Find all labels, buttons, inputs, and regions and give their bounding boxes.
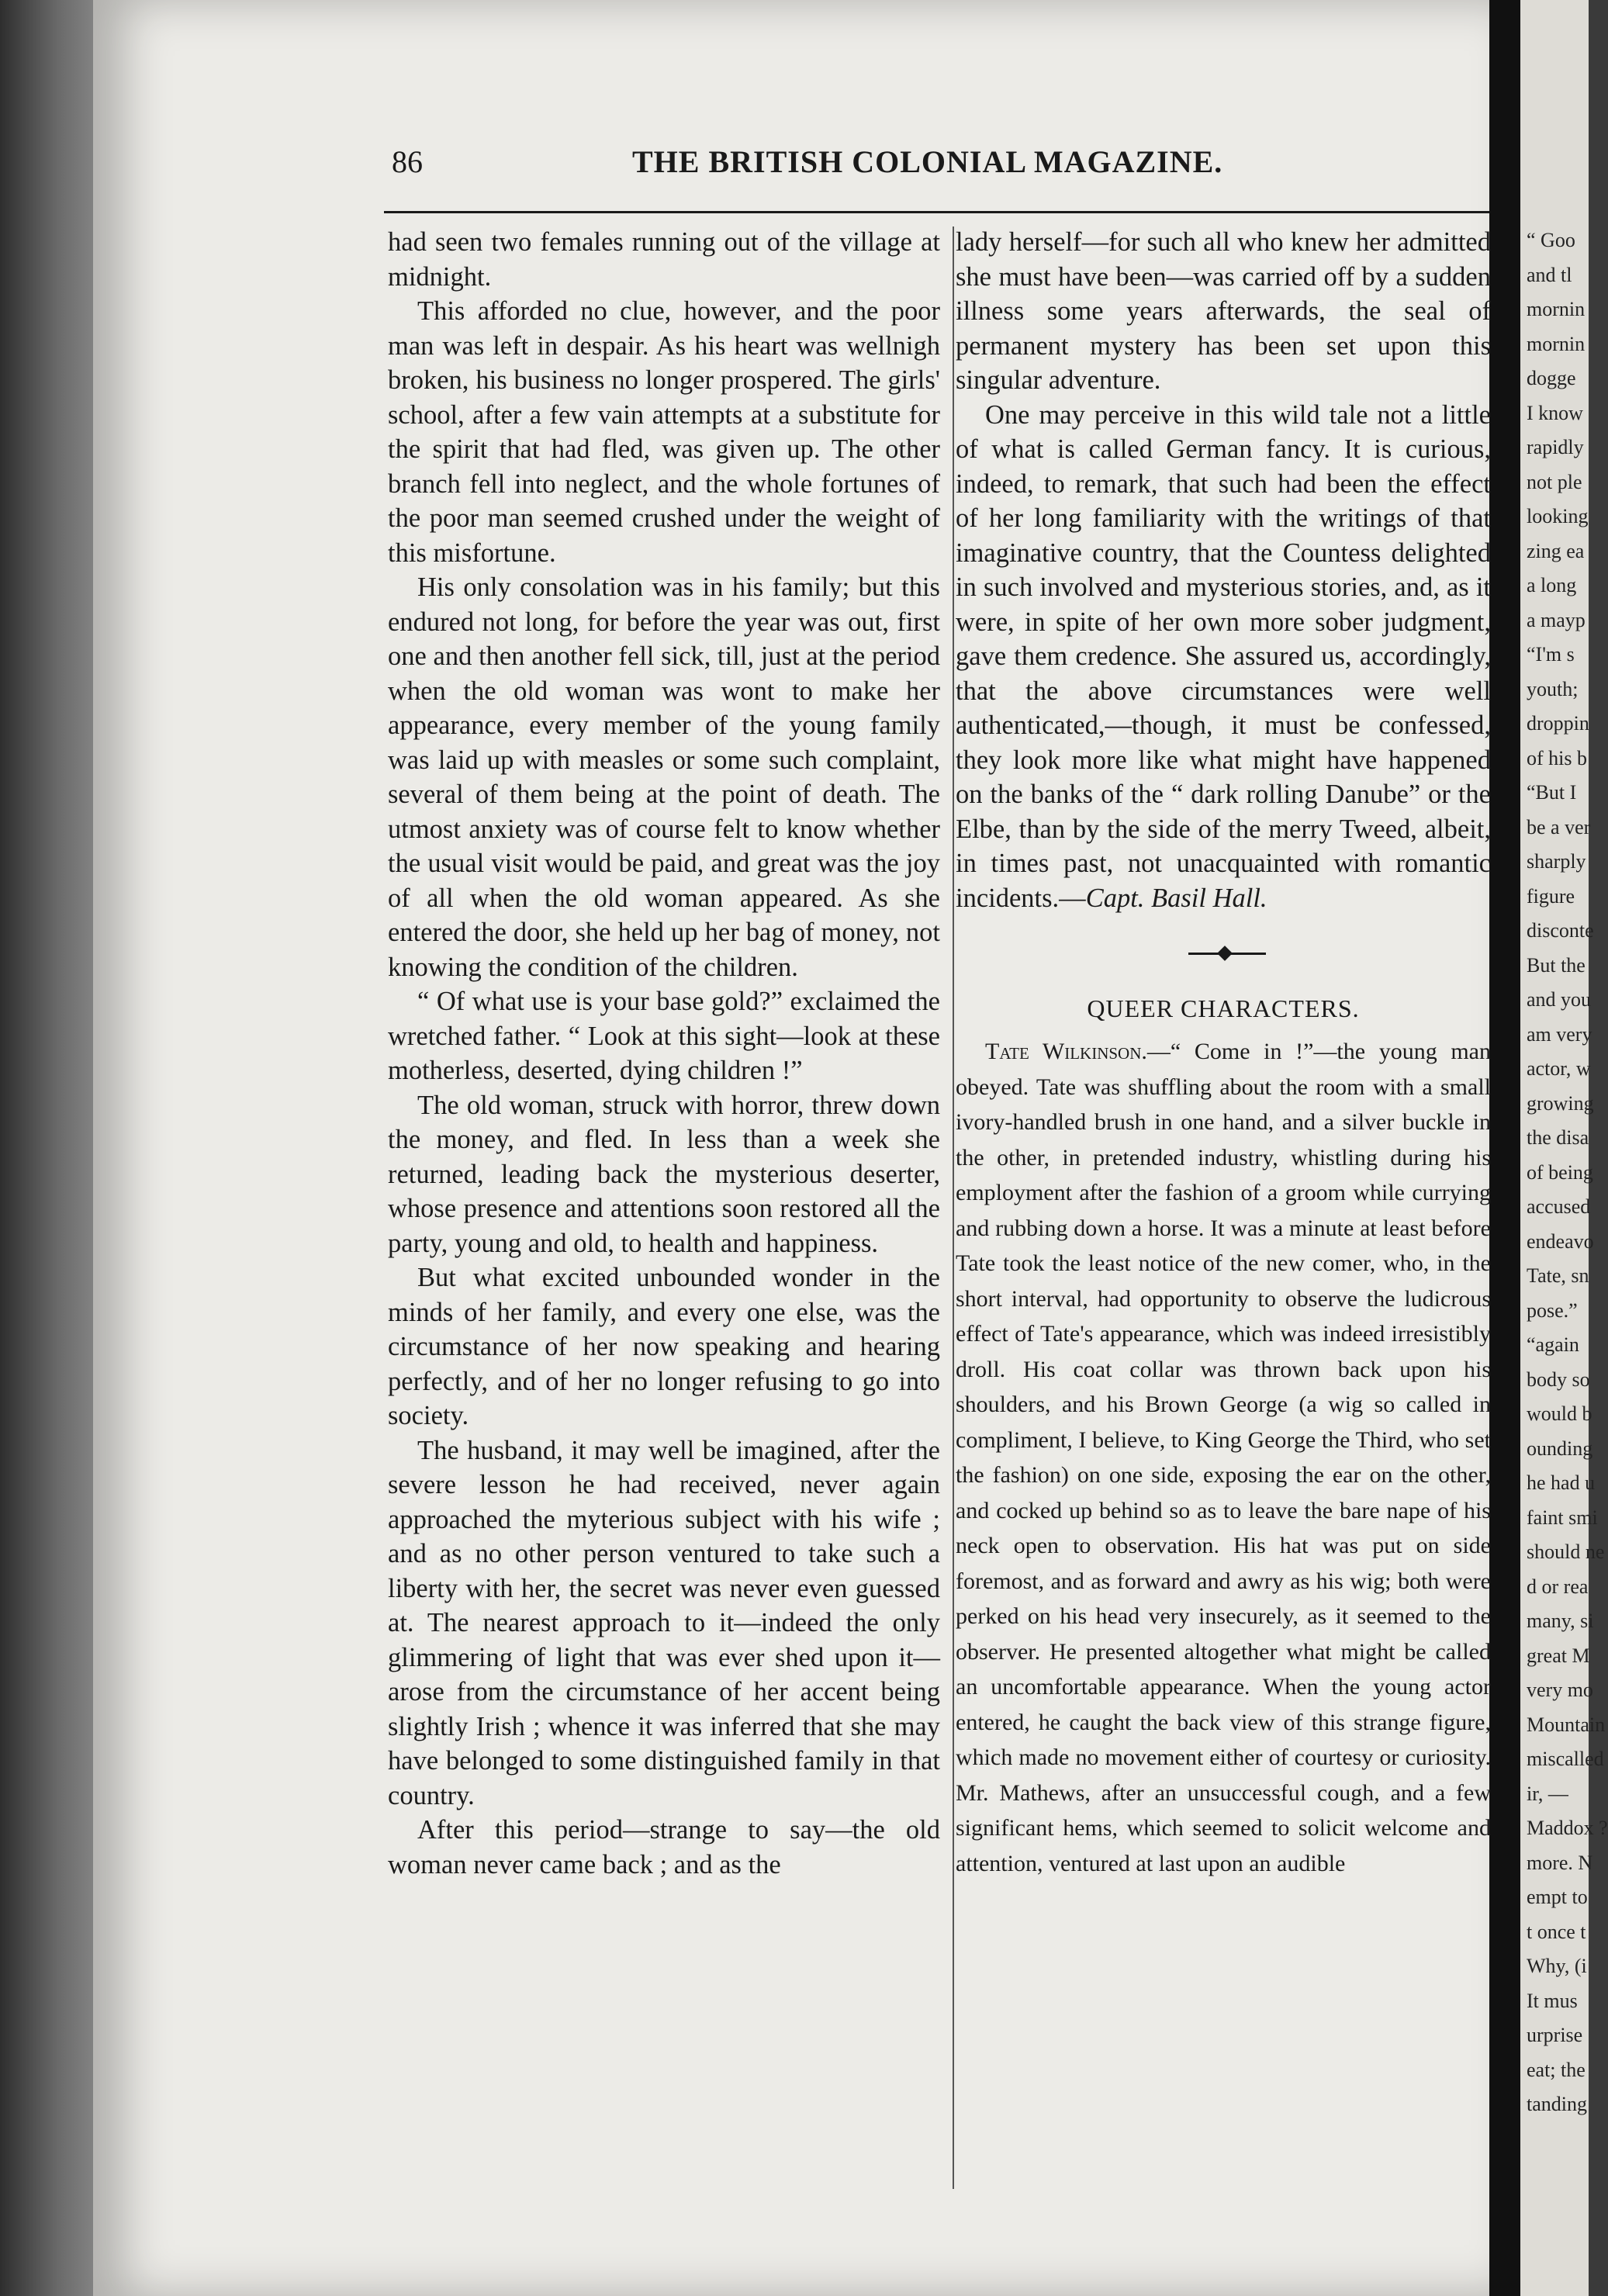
next-page-line: sharply <box>1527 850 1586 873</box>
next-page-fragment <box>1520 0 1608 2296</box>
next-page-line: should ne <box>1527 1540 1605 1563</box>
next-page-line: “ Goo <box>1527 229 1575 251</box>
next-page-line: “I'm s <box>1527 643 1575 666</box>
next-page-line: actor, w <box>1527 1057 1591 1080</box>
next-page-line: disconte <box>1527 919 1594 942</box>
paragraph: His only consolation was in his family; but this endured not long, for before the year was out, first one and then another fell sick, till, just at the period when the old woman was wont to make her appearance, every member of the young family was laid up with measles or some such complaint, several of them being at the point of death. The utmost anxiety was of course felt to know whether the usual visit would be paid, and great was the joy of all when the old woman appeared. As she entered the door, she held up her bag of money, not knowing the condition of the children. <box>388 572 940 982</box>
next-page-line: rapidly <box>1527 436 1584 458</box>
paragraph: The old woman, struck with horror, threw down the money, and fled. In less than a week she returned, leading back the mysterious deserter, whose presence and attentions soon restored all the party, young and old, to health and happiness. <box>388 1090 940 1258</box>
page-header <box>392 144 1493 190</box>
next-page-line: “But I <box>1527 781 1577 804</box>
next-page-line: a long <box>1527 574 1577 596</box>
next-page-line: eat; the <box>1527 2058 1586 2081</box>
section-ornament <box>956 942 1491 965</box>
header-rule <box>384 211 1489 213</box>
next-page-line: he had u <box>1527 1471 1596 1494</box>
next-page-line: empt to <box>1527 1886 1588 1908</box>
next-page-line: looking <box>1527 505 1589 527</box>
running-title: THE BRITISH COLONIAL MAGAZINE. <box>632 144 1223 179</box>
next-page-line: more. N <box>1527 1851 1593 1874</box>
section-lead: Tate Wilkinson. <box>985 1039 1147 1064</box>
next-page-line: endeavo <box>1527 1229 1594 1253</box>
next-page-line: ounding <box>1527 1437 1593 1460</box>
next-page-line: Tate, sn <box>1527 1264 1589 1287</box>
next-page-line: growing <box>1527 1091 1594 1115</box>
next-page-line: droppin <box>1527 712 1589 735</box>
next-page-line: body so <box>1527 1368 1590 1391</box>
next-page-line: faint smi <box>1527 1506 1598 1529</box>
next-page-line: t once t <box>1527 1920 1586 1943</box>
paragraph: After this period—strange to say—the old woman never came back ; and as the <box>388 1815 940 1879</box>
next-page-line: d or rea <box>1527 1575 1589 1598</box>
next-page-line: figure <box>1527 884 1575 908</box>
author-signature: Capt. Basil Hall. <box>1085 883 1267 913</box>
next-page-line: accused <box>1527 1195 1591 1218</box>
next-page-line: I know <box>1527 401 1583 424</box>
next-page-line: of his b <box>1527 746 1587 769</box>
left-column <box>388 225 940 1882</box>
book-gutter <box>1489 0 1520 2296</box>
next-page-line: Why, (i <box>1527 1955 1587 1977</box>
paragraph: This afforded no clue, however, and the poor man was left in despair. As his heart was wellnigh broken, his business no longer prospered. The girls' school, after a few vain attempts at a substitute for the spirit that had fled, was given up. The other branch fell into neglect, and the whole fortunes of the poor man seemed crushed under the weight of this misfortune. <box>388 296 940 568</box>
page-number: 86 <box>392 144 423 179</box>
next-page-line: and tl <box>1527 263 1572 286</box>
next-page-line: very mo <box>1527 1679 1593 1701</box>
next-page-line: a mayp <box>1527 608 1586 631</box>
next-page-line: urprise <box>1527 2024 1583 2046</box>
right-column <box>956 225 1491 1881</box>
next-page-line: Mountain <box>1527 1713 1606 1736</box>
paragraph-text: —“ Come in !”—the young man obeyed. Tate was shuffling about the room with a small ivory-handled brush in one hand, and a silver buckle in the other, in pretended industry, whistling during his employment after the fashion of a groom while currying and rubbing down a horse. It was a minute at least before Tate took the least notice of the new comer, who, in the short interval, had opportunity to observe the ludicrous effect of Tate's appearance, which was indeed irresistibly droll. His coat collar was thrown back upon his shoulders, and his Brown George (a wig so called in compliment, I believe, to King George the Third, who set the fashion) on one side, exposing the ear on the other, and cocked up behind so as to leave the bare nape of his neck open to observation. His hat was put on side foremost, and as forward and awry as his wig; both were perked on his head very insecurely, as it seemed to the observer. He presented altogether what might be called an uncomfortable appearance. When the young actor entered, he caught the back view of this strange figure, which made no movement either of courtesy or curiosity. Mr. Mathews, after an unsuccessful cough, and a few significant hems, which seemed to solicit welcome and attention, ventured at last upon an audible <box>956 1039 1491 1876</box>
paragraph <box>956 1034 1491 1881</box>
next-page-line: ir, — <box>1527 1782 1568 1805</box>
paragraph: lady herself—for such all who knew her admitted she must have been—was carried off by a sudden illness some years afterwards, the seal of permanent mystery has been set upon this singular adventure. <box>956 227 1491 395</box>
paragraph <box>956 398 1491 916</box>
next-page-line: tanding <box>1527 2093 1587 2115</box>
next-page-line: be a ver <box>1527 815 1591 839</box>
next-page-line: great M <box>1527 1644 1590 1667</box>
next-page-line: mornin <box>1527 298 1586 320</box>
ornament-diamond <box>1217 946 1233 961</box>
paragraph: The husband, it may well be imagined, after the severe lesson he had received, never again approached the myterious subject with his wife ; and as no other person ventured to take such a liberty with her, the secret was never even guessed at. The nearest approach to it—indeed the only glimmering of light that was ever shed upon it—arose from the circumstance of her accent being slightly Irish ; whence it was inferred that she may have belonged to some distinguished family in that country. <box>388 1435 940 1810</box>
paragraph: “ Of what use is your base gold?” exclaimed the wretched father. “ Look at this sight—look at these motherless, deserted, dying children !” <box>388 987 940 1085</box>
next-page-line: would b <box>1527 1402 1592 1425</box>
next-page-line: am very <box>1527 1022 1592 1046</box>
paragraph: But what excited unbounded wonder in the minds of her family, and every one else, was the circumstance of her now speaking and hearing perfectly, and of her no longer refusing to go into society. <box>388 1263 940 1430</box>
column-divider <box>953 226 954 2189</box>
paragraph-text: One may perceive in this wild tale not a little of what is called German fancy. It is curious, indeed, to remark, that such had been the effect of her long familiarity with the writings of that imaginative country, that the Countess delighted in such involved and mysterious stories, and, as it were, in spite of her own more sober judgment, gave them credence. She assured us, accordingly, that the above circumstances were well authenticated,—though, it must be confessed, they look more like what might have happened on the banks of the “ dark rolling Danube” or the Elbe, than by the side of the merry Tweed, albeit, in times past, not unacquainted with romantic incidents.— <box>956 399 1491 913</box>
next-page-line: dogge <box>1527 367 1576 389</box>
next-page-line: But the <box>1527 953 1586 977</box>
paragraph: had seen two females running out of the village at midnight. <box>388 227 940 292</box>
next-page-line: youth; <box>1527 677 1579 700</box>
next-page-line: It mus <box>1527 1989 1578 2012</box>
next-page-line: the disa <box>1527 1126 1589 1149</box>
next-page-line: miscalled <box>1527 1748 1604 1770</box>
section-title: QUEER CHARACTERS. <box>1087 994 1360 1022</box>
next-page-line: pose.” <box>1527 1298 1578 1322</box>
next-page-line: and you <box>1527 988 1592 1011</box>
next-page-lines <box>1520 223 1608 2122</box>
next-page-line: zing ea <box>1527 539 1585 562</box>
next-page-line: “again <box>1527 1333 1579 1356</box>
next-page-line: of being <box>1527 1160 1593 1184</box>
next-page-line: not ple <box>1527 470 1582 493</box>
next-page-line: many, si <box>1527 1610 1594 1632</box>
next-page-line: Maddox ? <box>1527 1817 1608 1839</box>
next-page-line: mornin <box>1527 332 1586 355</box>
